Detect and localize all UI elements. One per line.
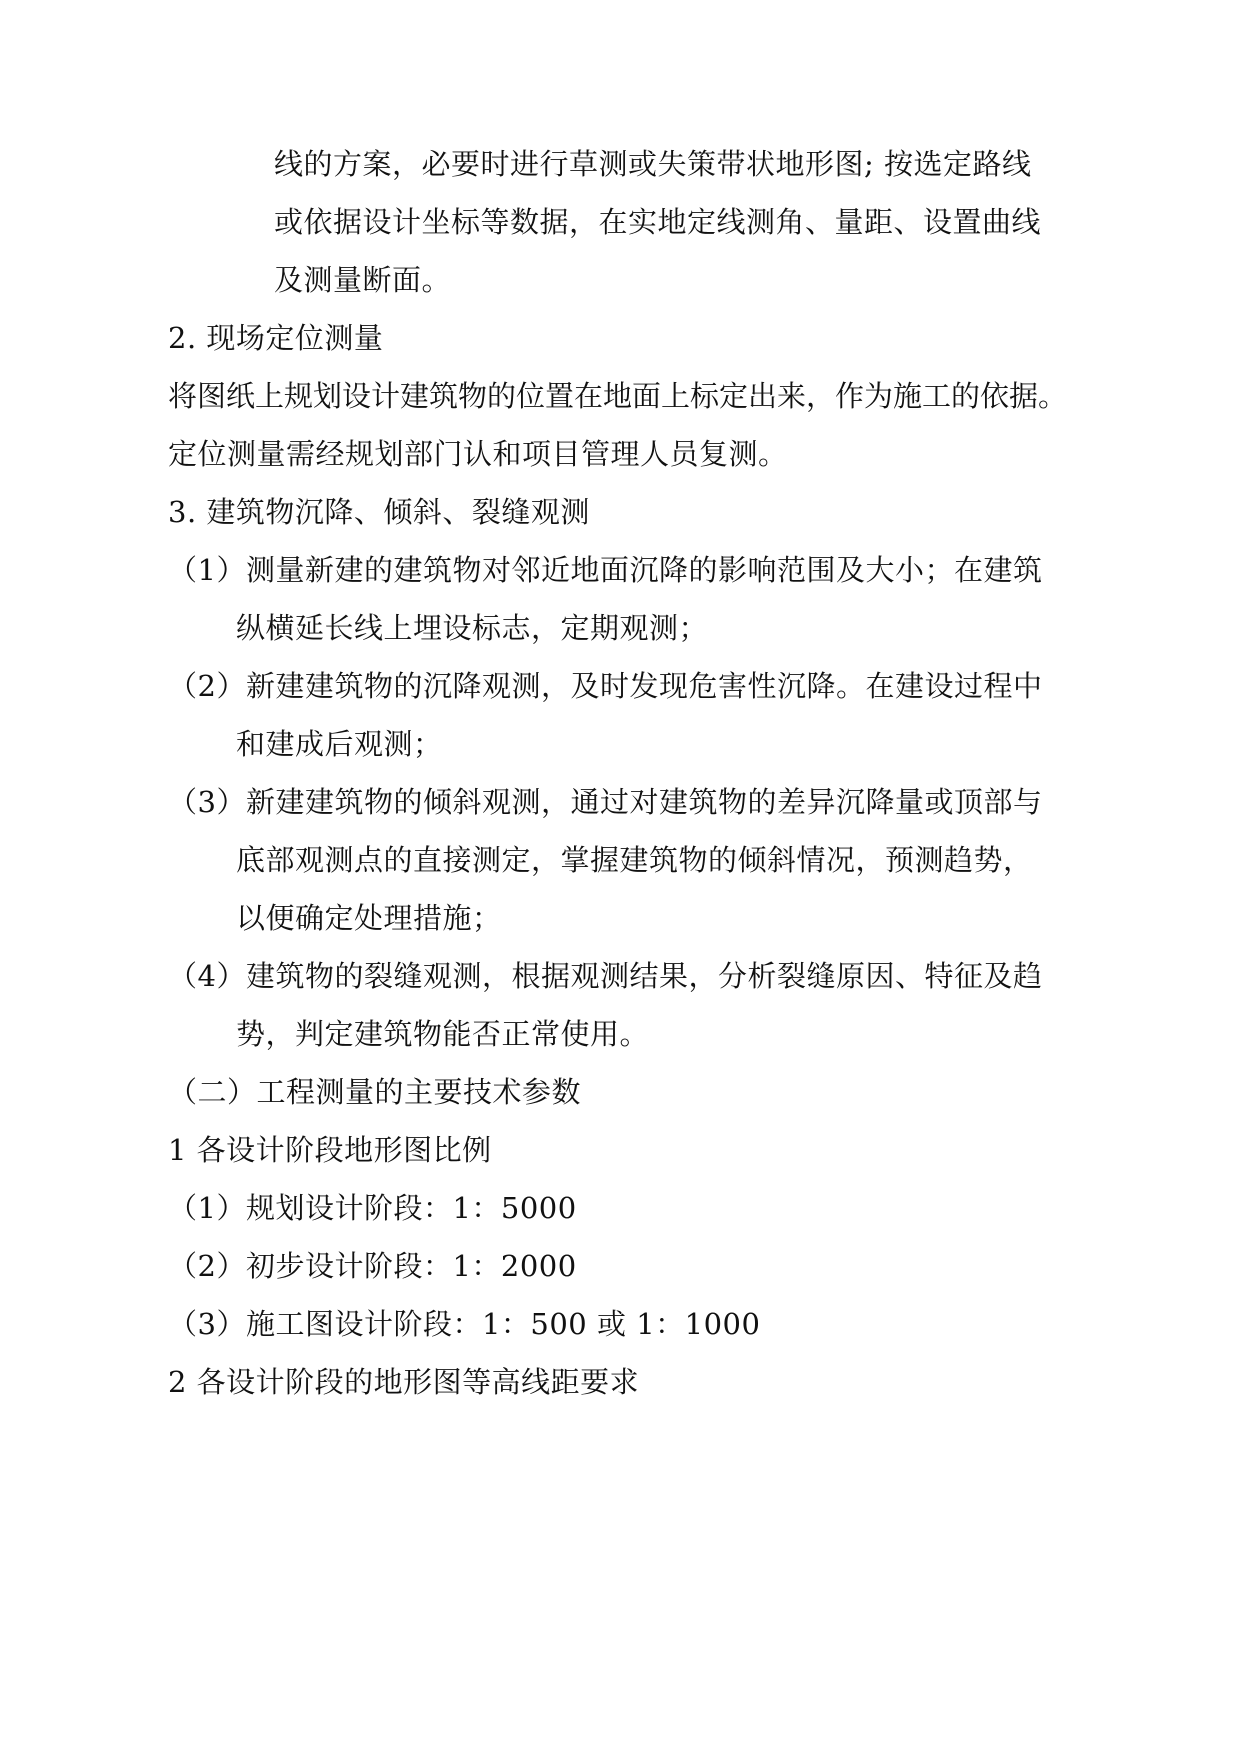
list-item: （1）规划设计阶段：1：5000: [168, 1191, 577, 1225]
list-item: （3）施工图设计阶段：1：500 或 1：1000: [168, 1307, 761, 1341]
text-line: 纵横延长线上埋设标志，定期观测；: [236, 611, 709, 645]
list-item: （2）新建建筑物的沉降观测，及时发现危害性沉降。在建设过程中: [168, 669, 1043, 703]
list-item: （1）测量新建的建筑物对邻近地面沉降的影响范围及大小；在建筑: [168, 553, 1043, 587]
list-item: （2）初步设计阶段：1：2000: [168, 1249, 577, 1283]
text-line: 将图纸上规划设计建筑物的位置在地面上标定出来，作为施工的依据。: [168, 379, 1068, 413]
text-line: 和建成后观测；: [236, 727, 443, 761]
list-item: （4）建筑物的裂缝观测，根据观测结果，分析裂缝原因、特征及趋: [168, 959, 1043, 993]
text-line: 线的方案，必要时进行草测或失策带状地形图; 按选定路线: [274, 147, 1032, 181]
text-line: 及测量断面。: [274, 263, 452, 297]
list-item: （3）新建建筑物的倾斜观测，通过对建筑物的差异沉降量或顶部与: [168, 785, 1043, 819]
section-heading: （二）工程测量的主要技术参数: [168, 1075, 582, 1109]
section-heading: 2. 现场定位测量: [168, 321, 384, 355]
text-line: 底部观测点的直接测定，掌握建筑物的倾斜情况，预测趋势，: [236, 843, 1033, 877]
subsection-heading: 1 各设计阶段地形图比例: [168, 1133, 492, 1167]
section-heading: 3. 建筑物沉降、倾斜、裂缝观测: [168, 495, 590, 529]
subsection-heading: 2 各设计阶段的地形图等高线距要求: [168, 1365, 640, 1399]
text-line: 或依据设计坐标等数据，在实地定线测角、量距、设置曲线: [274, 205, 1042, 239]
text-line: 定位测量需经规划部门认和项目管理人员复测。: [168, 437, 788, 471]
text-line: 势，判定建筑物能否正常使用。: [236, 1017, 650, 1051]
text-line: 以便确定处理措施；: [236, 901, 502, 935]
